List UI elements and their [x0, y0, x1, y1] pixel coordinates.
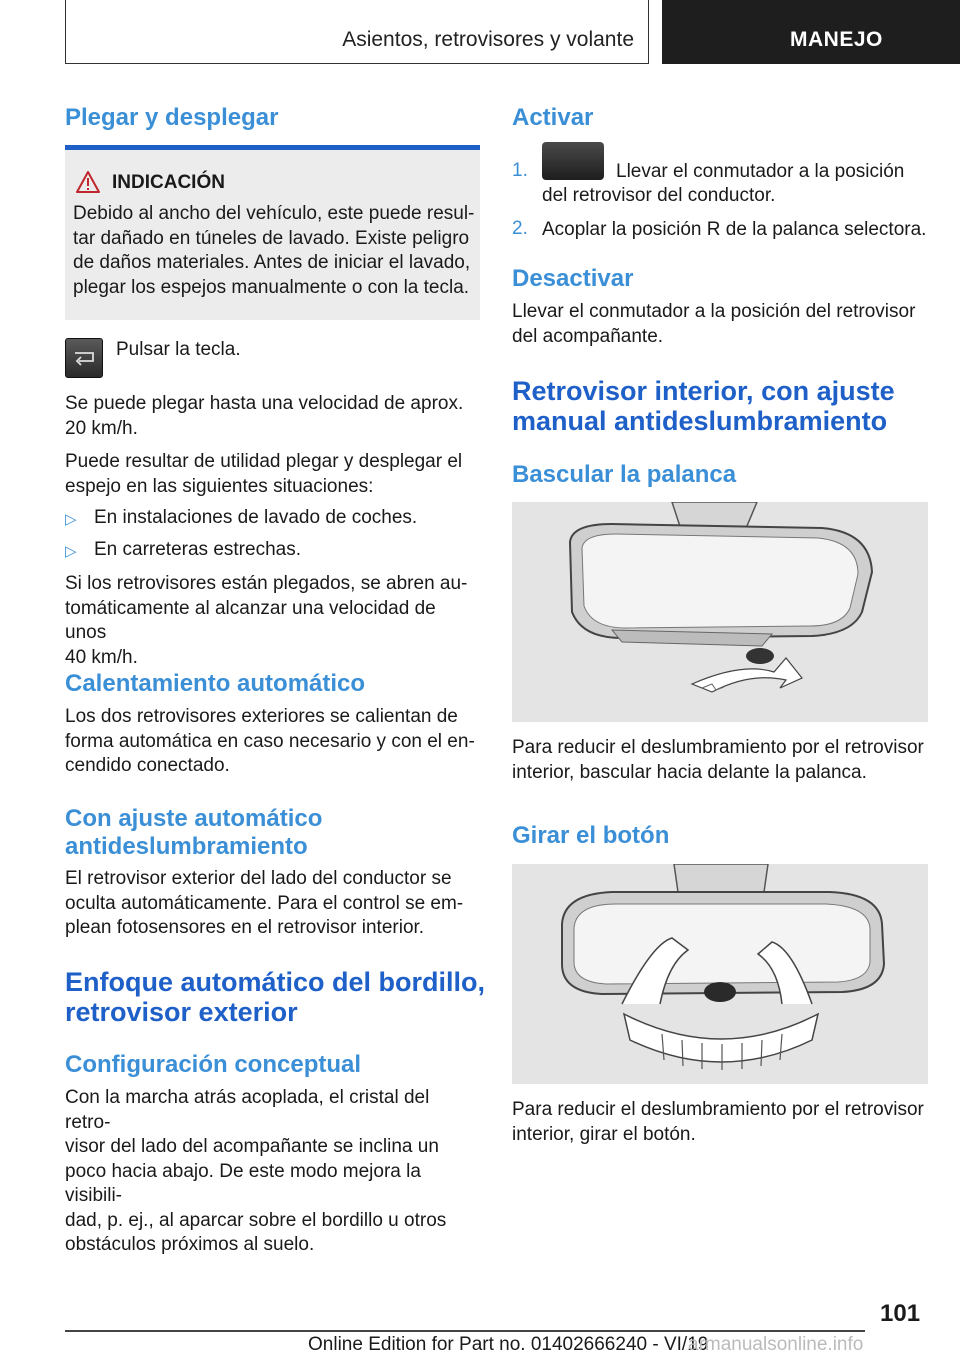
text-line: obstáculos próximos al suelo.: [65, 1234, 315, 1255]
paragraph-antiglare: [65, 867, 480, 941]
notice-line: plegar los espejos manualmente o con la tecla.: [73, 276, 470, 298]
section-title: Asientos, retrovisores y volante: [342, 28, 634, 51]
paragraph-curb: [65, 1086, 480, 1258]
step-number: 2.: [512, 218, 528, 239]
text-line: tomáticamente al alcanzar una velocidad de unos: [65, 597, 436, 643]
heading-ajuste-automatico: [65, 805, 322, 861]
bullet-item: En instalaciones de lavado de coches.: [94, 507, 418, 528]
rearview-mirror-lever-image: [512, 502, 928, 722]
mirror-switch-icon: [542, 142, 604, 180]
chapter-tab: [662, 0, 960, 64]
text-line: Puede resultar de utilidad plegar y desplegar el: [65, 451, 463, 472]
edition-text: Online Edition for Part no. 01402666240 - VI/19: [308, 1334, 709, 1355]
text-line: Si los retrovisores están plegados, se abren au-: [65, 573, 468, 594]
text-line: forma automática en caso necesario y con el en-: [65, 730, 475, 752]
chapter-title: MANEJO: [790, 28, 883, 51]
text-line: Para reducir el deslumbramiento por el retrovisor: [512, 1099, 924, 1120]
text-line: Los dos retrovisores exteriores se calientan de: [65, 706, 458, 727]
text-line: dad, p. ej., al aparcar sobre el bordillo u otros: [65, 1209, 447, 1231]
paragraph-useful: [65, 450, 480, 499]
text-line: 20 km/h.: [65, 417, 138, 439]
heading-line: antideslumbramiento: [65, 833, 308, 860]
heading-plegar: Plegar y desplegar: [65, 104, 279, 131]
text-line: oculta automáticamente. Para el control se em-: [65, 892, 464, 914]
notice-box: [65, 150, 480, 320]
rearview-mirror-knob-image: [512, 864, 928, 1084]
heading-girar: Girar el botón: [512, 822, 670, 849]
fold-mirror-button-icon: [65, 338, 103, 378]
heading-line: Retrovisor interior, con ajuste: [512, 376, 895, 406]
text-line: plean fotosensores en el retrovisor interior.: [65, 917, 425, 938]
text-line: poco hacia abajo. De este modo mejora la visibili-: [65, 1160, 421, 1206]
heading-activar: Activar: [512, 104, 594, 131]
text-line: Para reducir el deslumbramiento por el retrovisor: [512, 737, 924, 758]
heading-configuracion: Configuración conceptual: [65, 1051, 362, 1078]
text-line: El retrovisor exterior del lado del conductor se: [65, 868, 452, 889]
mirror-lever-illustration: [512, 502, 928, 722]
paragraph-autoopen: [65, 572, 480, 670]
paragraph-speed: [65, 392, 480, 441]
watermark-text: armanualsonline.info: [688, 1334, 864, 1355]
step-number: 1.: [512, 160, 528, 181]
notice-line: Debido al ancho del vehículo, este puede resul-: [73, 203, 475, 224]
page-number: 101: [880, 1300, 921, 1327]
step-text: Acoplar la posición R de la palanca selectora.: [542, 219, 927, 240]
bullet-item: En carreteras estrechas.: [94, 539, 301, 560]
heading-line: Con ajuste automático: [65, 805, 323, 832]
heading-calentamiento: Calentamiento automático: [65, 670, 366, 697]
caption-knob: [512, 1098, 928, 1147]
mirror-knob-illustration: [512, 864, 928, 1084]
notice-title: INDICACIÓN: [112, 172, 225, 193]
footer-rule: [65, 1330, 865, 1332]
heading-line: manual antideslumbramiento: [512, 406, 888, 436]
text-line: Con la marcha atrás acoplada, el cristal del retro-: [65, 1087, 430, 1133]
step-text: Llevar el conmutador a la posición: [616, 161, 905, 182]
heading-enfoque: [65, 967, 485, 1027]
paragraph-heating: [65, 705, 480, 779]
text-line: interior, bascular hacia delante la palanca.: [512, 761, 867, 783]
section-box: [65, 0, 649, 64]
heading-desactivar: Desactivar: [512, 265, 634, 292]
heading-line: retrovisor exterior: [65, 997, 298, 1027]
step-text: del retrovisor del conductor.: [542, 185, 776, 206]
bullet-marker: ▷: [65, 543, 77, 560]
notice-line: de daños materiales. Antes de iniciar el lavado,: [73, 252, 471, 273]
text-line: espejo en las siguientes situaciones:: [65, 475, 374, 497]
text-line: visor del lado del acompañante se inclina un: [65, 1136, 439, 1157]
bullet-marker: ▷: [65, 511, 77, 528]
text-line: Se puede plegar hasta una velocidad de aprox.: [65, 393, 464, 414]
notice-line: tar dañado en túneles de lavado. Existe peligro: [73, 227, 470, 249]
text-line: cendido conectado.: [65, 755, 230, 776]
warning-icon: [75, 170, 101, 194]
page-header: [0, 0, 960, 66]
text-line: 40 km/h.: [65, 646, 138, 668]
text-line: Llevar el conmutador a la posición del retrovisor: [512, 301, 916, 322]
text-line: interior, girar el botón.: [512, 1123, 696, 1145]
heading-line: Enfoque automático del bordillo,: [65, 967, 486, 997]
caption-lever: [512, 736, 928, 785]
pulsar-text: Pulsar la tecla.: [116, 339, 241, 360]
fold-arrow-icon: [71, 347, 99, 369]
heading-retrovisor-interior: [512, 376, 895, 436]
paragraph-deactivate: [512, 300, 928, 349]
heading-bascular: Bascular la palanca: [512, 461, 737, 488]
text-line: del acompañante.: [512, 325, 664, 347]
notice-text: [73, 202, 477, 300]
